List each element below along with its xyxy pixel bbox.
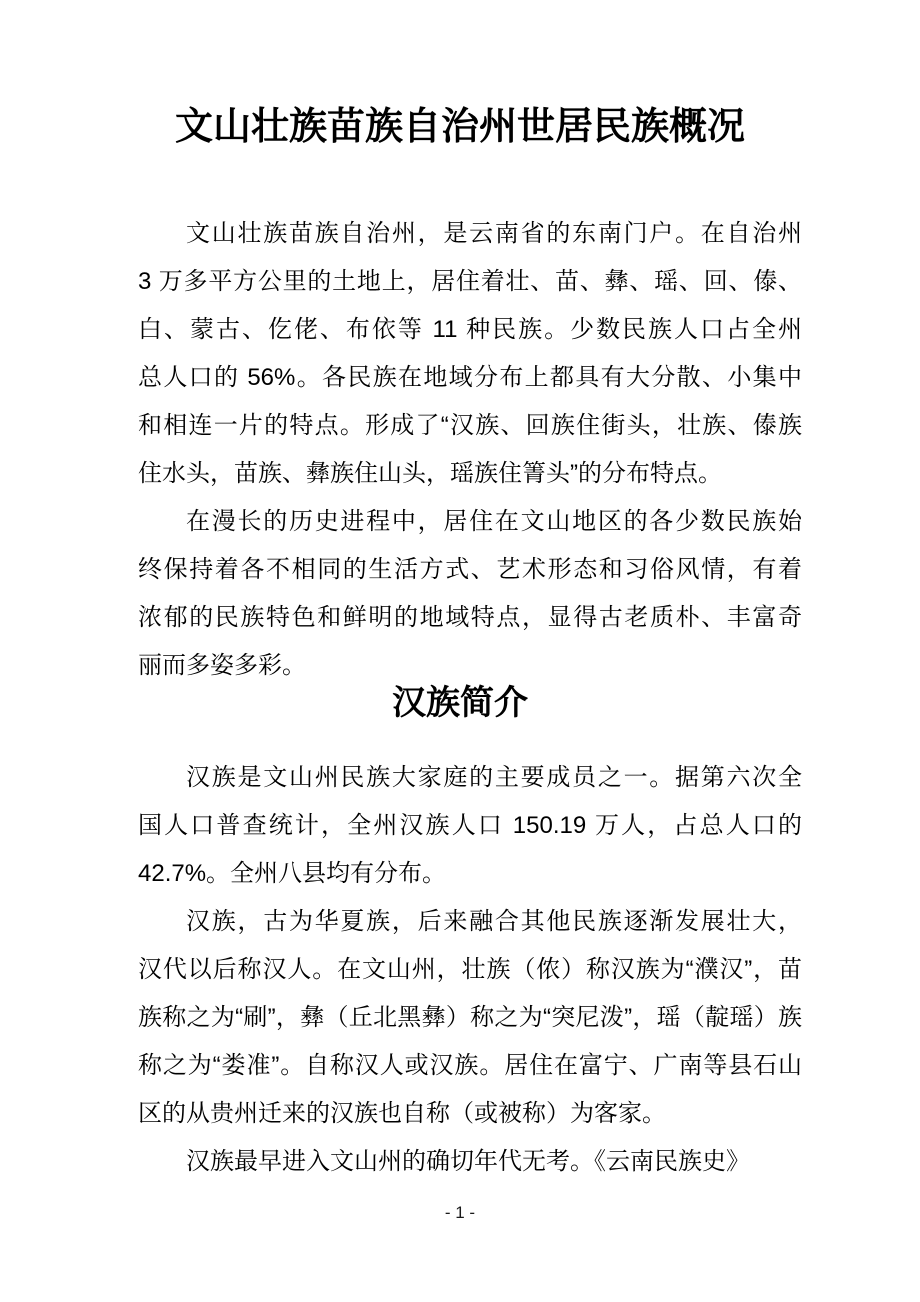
- text-line: 浓郁的民族特色和鲜明的地域特点，显得古老质朴、丰富奇: [138, 604, 802, 631]
- text-line: 总人口的 56%。各民族在地域分布上都具有大分散、小集中: [138, 364, 802, 391]
- text-line: 称之为“娄准”。自称汉人或汉族。居住在富宁、广南等县石山: [138, 1052, 802, 1079]
- paragraph-history: [138, 498, 802, 690]
- text-line: 汉代以后称汉人。在文山州，壮族（侬）称汉族为“濮汉”，苗: [138, 956, 802, 983]
- text-line: 国人口普查统计，全州汉族人口 150.19 万人，占总人口的: [138, 812, 802, 839]
- text-line: 丽而多姿多彩。: [138, 652, 306, 679]
- text-line: 和相连一片的特点。形成了“汉族、回族住街头，壮族、傣族: [138, 412, 802, 439]
- text-line: 文山壮族苗族自治州，是云南省的东南门户。在自治州: [186, 220, 802, 247]
- text-line: 住水头，苗族、彝族住山头，瑶族住箐头”的分布特点。: [138, 460, 722, 487]
- text-line: 42.7%。全州八县均有分布。: [138, 860, 447, 887]
- document-title: 文山壮族苗族自治州世居民族概况: [174, 106, 745, 148]
- page-number: - 1 -: [444, 1203, 476, 1222]
- text-line: 汉族最早进入文山州的确切年代无考。《云南民族史》: [186, 1148, 750, 1175]
- text-line: 终保持着各不相同的生活方式、艺术形态和习俗风情，有着: [138, 556, 802, 583]
- text-line: 汉族是文山州民族大家庭的主要成员之一。据第六次全: [186, 764, 802, 791]
- section-heading-han: 汉族简介: [392, 684, 528, 722]
- text-line: 族称之为“刷”，彝（丘北黑彝）称之为“突尼泼”，瑶（靛瑶）族: [138, 1004, 802, 1031]
- text-line: 区的从贵州迁来的汉族也自称（或被称）为客家。: [138, 1100, 666, 1127]
- paragraph-han-origin: [138, 1138, 802, 1186]
- text-line: 白、蒙古、仡佬、布依等 11 种民族。少数民族人口占全州: [138, 316, 802, 343]
- text-line: 汉族，古为华夏族，后来融合其他民族逐渐发展壮大，: [186, 908, 802, 935]
- text-line: 在漫长的历史进程中，居住在文山地区的各少数民族始: [186, 508, 802, 535]
- paragraph-han-population: [138, 754, 802, 898]
- paragraph-han-names: [138, 898, 802, 1138]
- text-line: 3 万多平方公里的土地上，居住着壮、苗、彝、瑶、回、傣、: [138, 268, 802, 295]
- paragraph-overview: [138, 210, 802, 498]
